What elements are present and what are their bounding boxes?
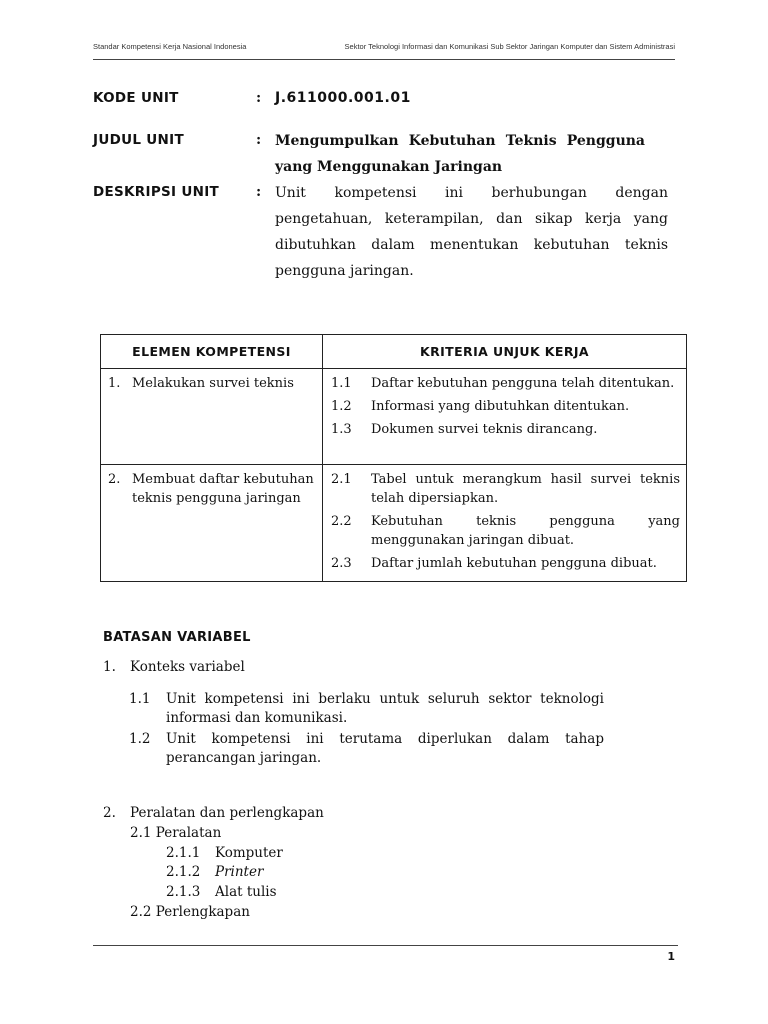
deskripsi-unit-row <box>93 184 673 284</box>
kriteria-cell <box>323 465 687 582</box>
kriteria-text: Kebutuhan teknis pengguna yang menggunakan jaringan dibuat. <box>371 514 680 548</box>
item-text: Alat tulis <box>215 884 277 900</box>
deskripsi-unit-colon: : <box>256 184 262 200</box>
kriteria-text: Daftar jumlah kebutuhan pengguna dibuat. <box>371 556 657 571</box>
kriteria-text: Tabel untuk merangkum hasil survei teknis telah dipersiapkan. <box>371 472 680 506</box>
list-item <box>103 658 245 677</box>
item-text: Konteks variabel <box>130 659 245 675</box>
header-elemen: ELEMEN KOMPETENSI <box>101 335 323 369</box>
table-row <box>101 369 687 465</box>
list-item <box>129 690 609 730</box>
kriteria-item <box>331 374 680 393</box>
item-number: 2. <box>103 805 116 821</box>
header-left: Standar Kompetensi Kerja Nasional Indonesia <box>93 42 247 51</box>
header-kriteria: KRITERIA UNJUK KERJA <box>323 335 687 369</box>
item-text: Unit kompetensi ini terutama diperlukan dalam tahap perancangan jaringan. <box>166 731 604 766</box>
item-text: Peralatan dan perlengkapan <box>130 805 324 821</box>
elemen-number: 2. <box>108 472 121 487</box>
list-item <box>166 844 283 863</box>
kriteria-text: Daftar kebutuhan pengguna telah ditentukan. <box>371 376 675 391</box>
footer-divider <box>93 945 678 946</box>
judul-unit-colon: : <box>256 132 262 148</box>
elemen-text: Membuat daftar kebutuhan teknis pengguna jaringan <box>132 472 314 506</box>
kriteria-item <box>331 397 680 416</box>
elemen-text: Melakukan survei teknis <box>132 376 294 391</box>
item-text: Komputer <box>215 845 283 861</box>
kriteria-item <box>331 554 680 573</box>
kriteria-number: 1.2 <box>331 399 352 414</box>
list-item: 2.1 Peralatan <box>130 825 222 841</box>
kriteria-number: 2.2 <box>331 514 352 529</box>
kriteria-number: 1.3 <box>331 422 352 437</box>
kriteria-item <box>331 470 680 508</box>
item-text: Unit kompetensi ini berlaku untuk seluruh sektor teknologi informasi dan komunikasi. <box>166 691 604 726</box>
deskripsi-unit-value: Unit kompetensi ini berhubungan dengan pengetahuan, keterampilan, dan sikap kerja yang dibutuhkan dalam menentukan kebutuhan teknis pengguna jaringan. <box>275 185 668 279</box>
table-row <box>101 465 687 582</box>
kode-unit-value: J.611000.001.01 <box>275 90 411 106</box>
item-number: 2.1.3 <box>166 884 201 900</box>
competency-table <box>100 334 687 582</box>
kriteria-text: Informasi yang dibutuhkan ditentukan. <box>371 399 630 414</box>
list-item: 2.2 Perlengkapan <box>130 904 250 920</box>
kriteria-number: 2.3 <box>331 556 352 571</box>
list-item <box>129 730 609 770</box>
deskripsi-unit-label: DESKRIPSI UNIT <box>93 184 220 200</box>
item-text: Printer <box>215 864 264 880</box>
table-header-row <box>101 335 687 369</box>
kriteria-cell <box>323 369 687 465</box>
kode-unit-row <box>93 90 673 116</box>
kode-unit-colon: : <box>256 90 262 106</box>
list-item <box>166 863 263 882</box>
judul-unit-row <box>93 132 673 184</box>
list-item <box>103 804 324 823</box>
elemen-number: 1. <box>108 376 121 391</box>
kriteria-number: 2.1 <box>331 472 352 487</box>
list-item <box>166 883 277 902</box>
kriteria-item <box>331 512 680 550</box>
batasan-variabel-title: BATASAN VARIABEL <box>103 630 251 645</box>
item-number: 2.1.2 <box>166 864 201 880</box>
judul-unit-label: JUDUL UNIT <box>93 132 184 148</box>
elemen-cell <box>101 465 323 582</box>
page-number: 1 <box>667 950 675 963</box>
header-right: Sektor Teknologi Informasi dan Komunikasi Sub Sektor Jaringan Komputer dan Sistem Administrasi <box>344 42 675 51</box>
item-number: 1.2 <box>129 731 151 747</box>
page-header <box>93 42 675 60</box>
item-number: 1. <box>103 659 116 675</box>
kriteria-number: 1.1 <box>331 376 352 391</box>
item-number: 1.1 <box>129 691 151 707</box>
kode-unit-label: KODE UNIT <box>93 90 179 106</box>
elemen-cell <box>101 369 323 465</box>
item-number: 2.1.1 <box>166 845 201 861</box>
kriteria-text: Dokumen survei teknis dirancang. <box>371 422 598 437</box>
kriteria-item <box>331 420 680 439</box>
judul-unit-value: Mengumpulkan Kebutuhan Teknis Pengguna yang Menggunakan Jaringan <box>275 133 645 175</box>
